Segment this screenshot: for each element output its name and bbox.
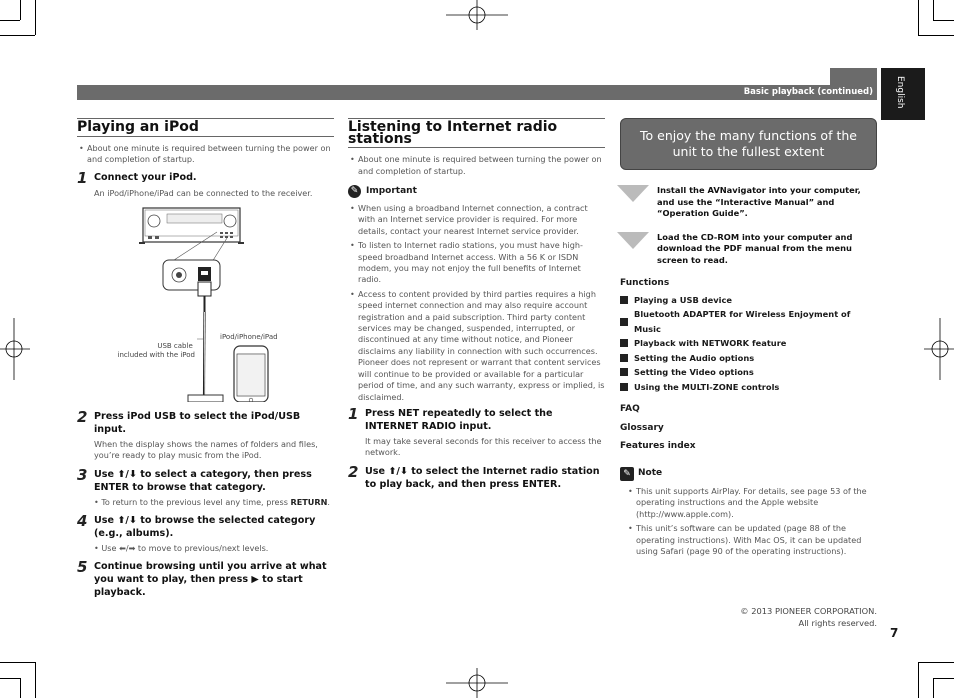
ipod-step-3: 3 Use ⬆/⬇ to select a category, then press ENTER to browse that category. (77, 465, 312, 493)
registration-mark-left (0, 318, 35, 380)
faq-link[interactable]: FAQ (620, 404, 640, 415)
ipod-step-3-sub: • To return to the previous level any time, press RETURN. (94, 496, 330, 507)
function-item[interactable]: Bluetooth ADAPTER for Wireless Enjoyment of Music (620, 307, 877, 336)
ipod-step-2: 2 Press iPod USB to select the iPod/USB input. (77, 407, 301, 435)
function-item[interactable]: Playback with NETWORK feature (620, 336, 877, 351)
copyright-block (740, 605, 877, 629)
glossary-link[interactable]: Glossary (620, 422, 664, 433)
triangle-down-icon (617, 185, 649, 202)
copyright: © 2013 PIONEER CORPORATION. (740, 606, 877, 616)
note-pencil-icon: ✎ (620, 467, 634, 481)
square-bullet-icon (620, 368, 628, 376)
header-bar (77, 85, 877, 100)
functions-heading: Functions (620, 278, 670, 288)
guide-row-avnavigator: Install the AVNavigator into your computer, and use the “Interactive Manual” and “Operation Guide”. (620, 185, 877, 220)
important-bullet-2: • To listen to Internet radio stations, you must have high-speed broadband Internet access. With a 56 K or ISDN modem, you may not enjoy the full benefits of Internet radio. (348, 240, 605, 286)
radio-bullet: • About one minute is required between turning the power on and completion of startup. (348, 154, 605, 177)
square-bullet-icon (620, 296, 628, 304)
ipod-step-5: 5 Continue browsing until you arrive at what you want to play, then press ▶ to start playback. (77, 558, 327, 599)
function-item[interactable]: Setting the Audio options (620, 351, 877, 366)
radio-title: Listening to Internet radio stations (348, 122, 605, 148)
ipod-step-1: 1 Connect your iPod. (77, 169, 197, 188)
important-bullet-1: • When using a broadband Internet connection, a contract with an Internet service provider is required. For more details, contact your nearest Internet service provider. (348, 203, 605, 237)
ipod-step-1-sub: An iPod/iPhone/iPad can be connected to the receiver. (94, 188, 313, 199)
ipod-title: Playing an iPod (77, 122, 334, 137)
language-tab (881, 68, 925, 120)
section-label: Basic playback (continued) (743, 87, 873, 97)
radio-section (348, 118, 605, 491)
registration-mark-bottom (446, 663, 508, 698)
ipod-step-2-sub: When the display shows the names of folders and files, you’re ready to play music from the iPod. (94, 438, 318, 461)
important-heading: ✎ Important (348, 185, 605, 198)
ipod-section (77, 118, 334, 599)
ipod-connection-diagram (77, 202, 334, 402)
device-label: iPod/iPhone/iPad (220, 332, 278, 341)
receiver-knob-right (224, 215, 236, 227)
page-number: 7 (890, 626, 899, 640)
important-icon: ✎ (348, 185, 361, 198)
rights: All rights reserved. (798, 618, 877, 628)
note-bullet-1: • This unit supports AirPlay. For details, see page 53 of the operating instructions and the Apple website (http://www.apple.com). (626, 486, 877, 520)
left-right-arrows-icon: ⬅/➡ (119, 543, 136, 554)
radio-step-2: 2 Use ⬆/⬇ to select the Internet radio station to play back, and then press ENTER. (348, 462, 600, 490)
features-index-link[interactable]: Features index (620, 441, 696, 452)
up-down-arrows-icon: ⬆/⬇ (117, 515, 137, 527)
guide-row-cdrom: Load the CD-ROM into your computer and download the PDF manual from the menu screen to read. (620, 232, 877, 267)
registration-mark-top (446, 0, 508, 35)
registration-mark-right (919, 318, 954, 380)
functions-section (620, 118, 877, 560)
function-item[interactable]: Playing a USB device (620, 293, 877, 308)
radio-step-1: 1 Press NET repeatedly to select the INTERNET RADIO input. (348, 404, 553, 432)
square-bullet-icon (620, 383, 628, 391)
square-bullet-icon (620, 318, 628, 326)
note-heading: ✎ Note (620, 467, 877, 481)
function-item[interactable]: Setting the Video options (620, 365, 877, 380)
square-bullet-icon (620, 354, 628, 362)
note-bullet-2: • This unit’s software can be updated (page 88 of the operating instructions). With Mac OS, it can be updated using Safari (page 90 of the operating instructions). (626, 523, 877, 557)
play-icon: ▶ (251, 574, 259, 586)
ipod-bullet: • About one minute is required between turning the power on and completion of startup. (77, 143, 334, 166)
function-item[interactable]: Using the MULTI-ZONE controls (620, 380, 877, 395)
receiver-knob-left (148, 215, 160, 227)
square-bullet-icon (620, 339, 628, 347)
ipod-step-4-sub: • Use ⬅/➡ to move to previous/next levels. (94, 543, 269, 554)
ipod-step-4: 4 Use ⬆/⬇ to browse the selected category (e.g., albums). (77, 512, 316, 540)
up-down-arrows-icon: ⬆/⬇ (388, 465, 408, 477)
radio-step-1-sub: It may take several seconds for this receiver to access the network. (365, 435, 602, 458)
header-tab (830, 68, 877, 86)
usb-cable-label: USB cable included with the iPod (117, 341, 195, 359)
up-down-arrows-icon: ⬆/⬇ (117, 468, 137, 480)
enjoy-functions-box: To enjoy the many functions of the unit to the fullest extent (620, 118, 877, 170)
language-label: English (895, 76, 905, 109)
triangle-down-icon (617, 232, 649, 249)
important-bullet-3: • Access to content provided by third parties requires a high speed internet connection and may also require account registration and a paid subscription. Third party content services may be changed, suspended, interrupted, or discontinued at any time without notice, and Pioneer disclaims any liability in connection with such occurrences. Pioneer does not represent or warrant that content services will continue to be provided or available for a particular period of time, and any such warranty, express or implied, is disclaimed. (348, 289, 605, 403)
